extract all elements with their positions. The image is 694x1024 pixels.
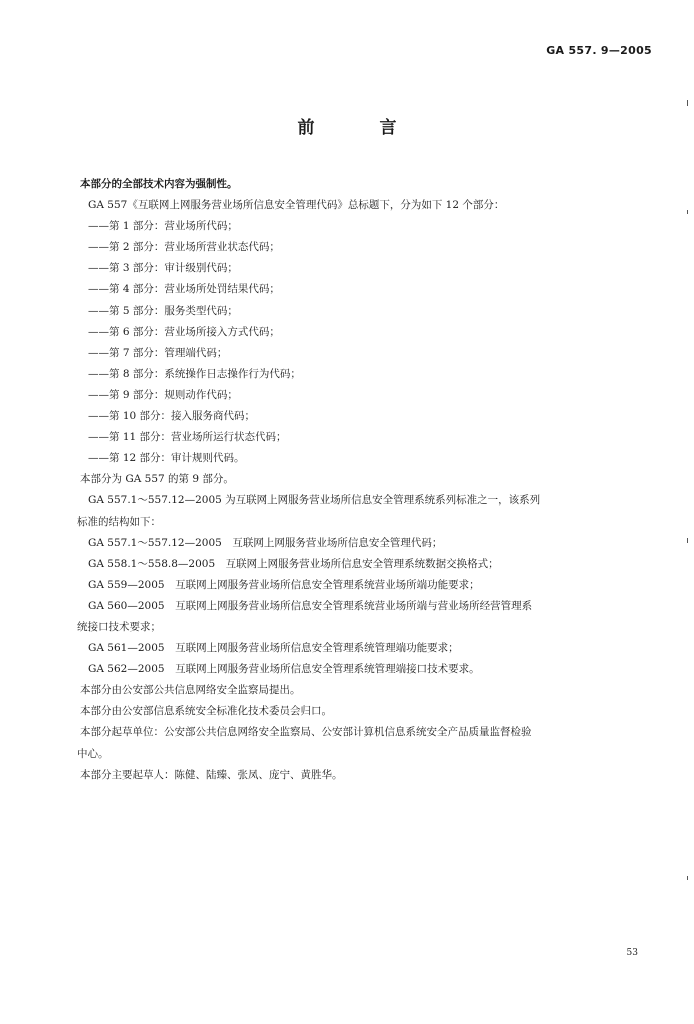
text-line: GA 559—2005 互联网上网服务营业场所信息安全管理系统营业场所端功能要求； [88,578,480,591]
text-line: 本部分由公安部信息系统安全标准化技术委员会归口。 [80,705,332,718]
text-line: ——第 6 部分：营业场所接入方式代码； [88,325,280,338]
page-title: 前 言 [297,118,421,138]
text-line: 本部分由公安部公共信息网络安全监察局提出。 [80,684,301,697]
continuation-line: 中心。 [77,747,109,760]
text-line: ——第 1 部分：营业场所代码； [88,220,238,233]
text-line: ——第 9 部分：规则动作代码； [88,388,238,401]
text-line: 本部分主要起草人：陈健、陆臻、张凤、庞宁、黄胜华。 [80,768,343,781]
text-line: GA 562—2005 互联网上网服务营业场所信息安全管理系统管理端接口技术要求。 [88,663,480,676]
continuation-line: 标准的结构如下： [77,515,161,528]
text-line: GA 557.1～557.12—2005 为互联网上网服务营业场所信息安全管理系统系列标准之一，该系列 [88,494,541,507]
text-line: GA 560—2005 互联网上网服务营业场所信息安全管理系统营业场所端与营业场所经营管理系 [88,599,533,612]
statement-line: 本部分的全部技术内容为强制性。 [80,178,238,190]
text-line: GA 557《互联网上网服务营业场所信息安全管理代码》总标题下，分为如下 12 个部分： [88,199,505,212]
text-line: ——第 11 部分：营业场所运行状态代码； [88,431,287,444]
text-line: ——第 8 部分：系统操作日志操作行为代码； [88,367,301,380]
scan-edge-mark [687,210,688,214]
text-line: ——第 2 部分：营业场所营业状态代码； [88,241,280,254]
page-number: 53 [626,948,638,958]
text-line: ——第 5 部分：服务类型代码； [88,304,238,317]
text-line: ——第 3 部分：审计级别代码； [88,262,238,275]
scan-edge-mark [687,876,688,880]
body-text [77,174,660,786]
text-line: GA 557.1～557.12—2005 互联网上网服务营业场所信息安全管理代码； [88,536,443,549]
text-line: ——第 12 部分：审计规则代码。 [88,452,245,465]
text-line: ——第 4 部分：营业场所处罚结果代码； [88,283,280,296]
text-line: ——第 10 部分：接入服务商代码； [88,410,256,423]
standard-number: GA 557. 9—2005 [546,44,652,57]
text-line: GA 558.1～558.8—2005 互联网上网服务营业场所信息安全管理系统数据交换格式； [88,557,499,570]
scan-edge-mark [687,100,688,106]
text-line: GA 561—2005 互联网上网服务营业场所信息安全管理系统管理端功能要求； [88,642,459,655]
scan-edge-mark [687,538,688,543]
text-line: 本部分起草单位：公安部公共信息网络安全监察局、公安部计算机信息系统安全产品质量监督检验 [80,726,532,739]
text-line: 本部分为 GA 557 的第 9 部分。 [80,473,234,486]
continuation-line: 统接口技术要求； [77,620,161,633]
text-line: ——第 7 部分：管理端代码； [88,346,228,359]
